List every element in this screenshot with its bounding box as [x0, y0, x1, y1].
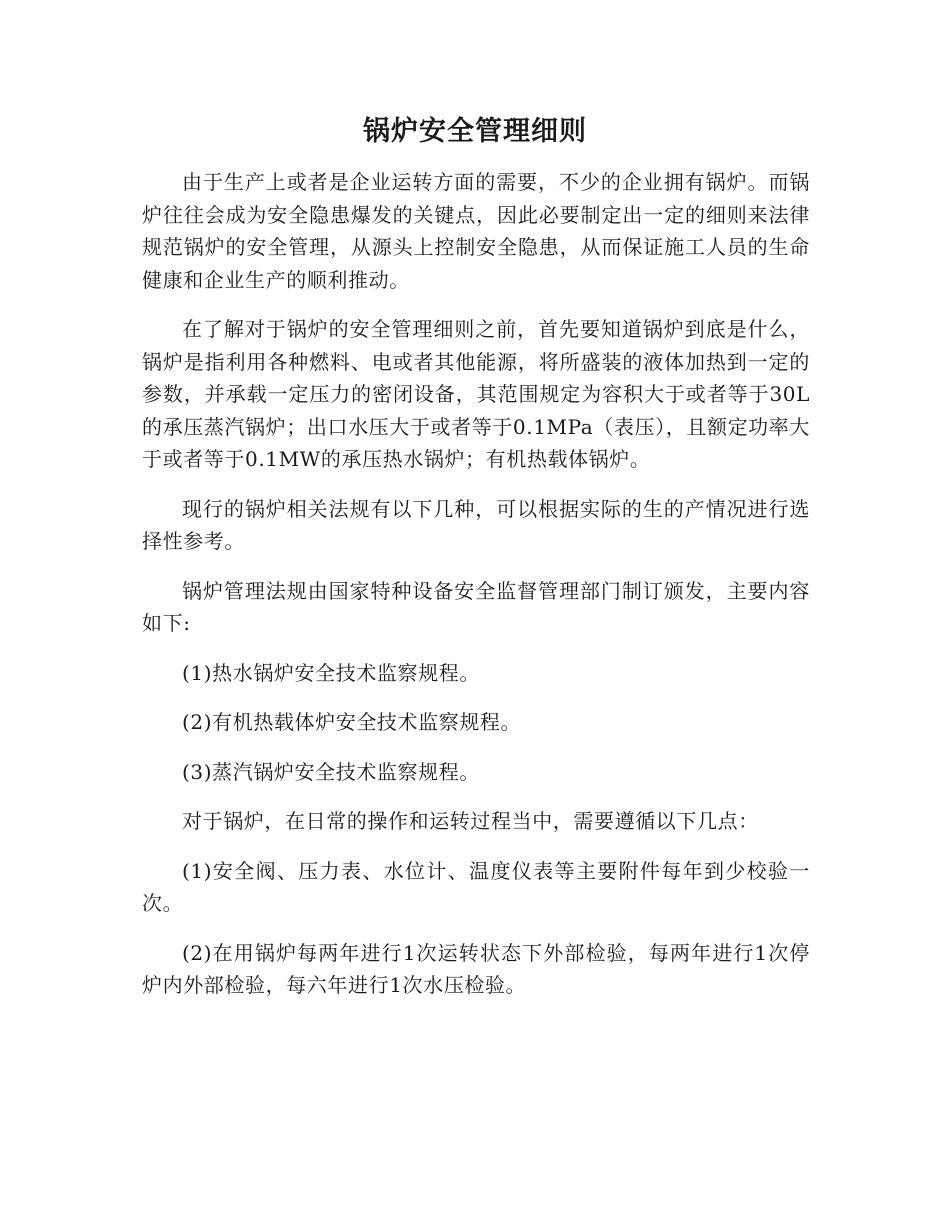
list-item: (2)有机热载体炉安全技术监察规程。	[182, 710, 522, 734]
document-body	[142, 166, 810, 1019]
list-item: (1)安全阀、压力表、水位计、温度仪表等主要附件每年到少校验一次。	[142, 858, 810, 915]
list-item: (1)热水锅炉安全技术监察规程。	[182, 660, 480, 685]
paragraph: 由于生产上或者是企业运转方面的需要，不少的企业拥有锅炉。而锅炉往往会成为安全隐患爆发的关键点，因此必要制定出一定的细则来法律规范锅炉的安全管理，从源头上控制安全隐患，从而保证施工人员的生命健康和企业生产的顺利推动。	[142, 170, 810, 292]
paragraph: 在了解对于锅炉的安全管理细则之前，首先要知道锅炉到底是什么，锅炉是指利用各种燃料、电或者其他能源，将所盛装的液体加热到一定的参数，并承载一定压力的密闭设备，其范围规定为容积大于或者等于30L的承压蒸汽锅炉；出口水压大于或者等于0.1MPa（表压），且额定功率大于或者等于0.1MW的承压热水锅炉；有机热载体锅炉。	[142, 317, 810, 471]
document-title: 锅炉安全管理细则	[363, 116, 587, 147]
paragraph: 锅炉管理法规由国家特种设备安全监督管理部门制订颁发，主要内容如下:	[142, 578, 810, 635]
list-item: (2)在用锅炉每两年进行1次运转状态下外部检验，每两年进行1次停炉内外部检验，每六年进行1次水压检验。	[142, 940, 810, 997]
paragraph: 现行的锅炉相关法规有以下几种，可以根据实际的生的产情况进行选择性参考。	[142, 496, 810, 553]
paragraph: 对于锅炉，在日常的操作和运转过程当中，需要遵循以下几点：	[182, 809, 759, 833]
list-item: (3)蒸汽锅炉安全技术监察规程。	[182, 759, 480, 784]
